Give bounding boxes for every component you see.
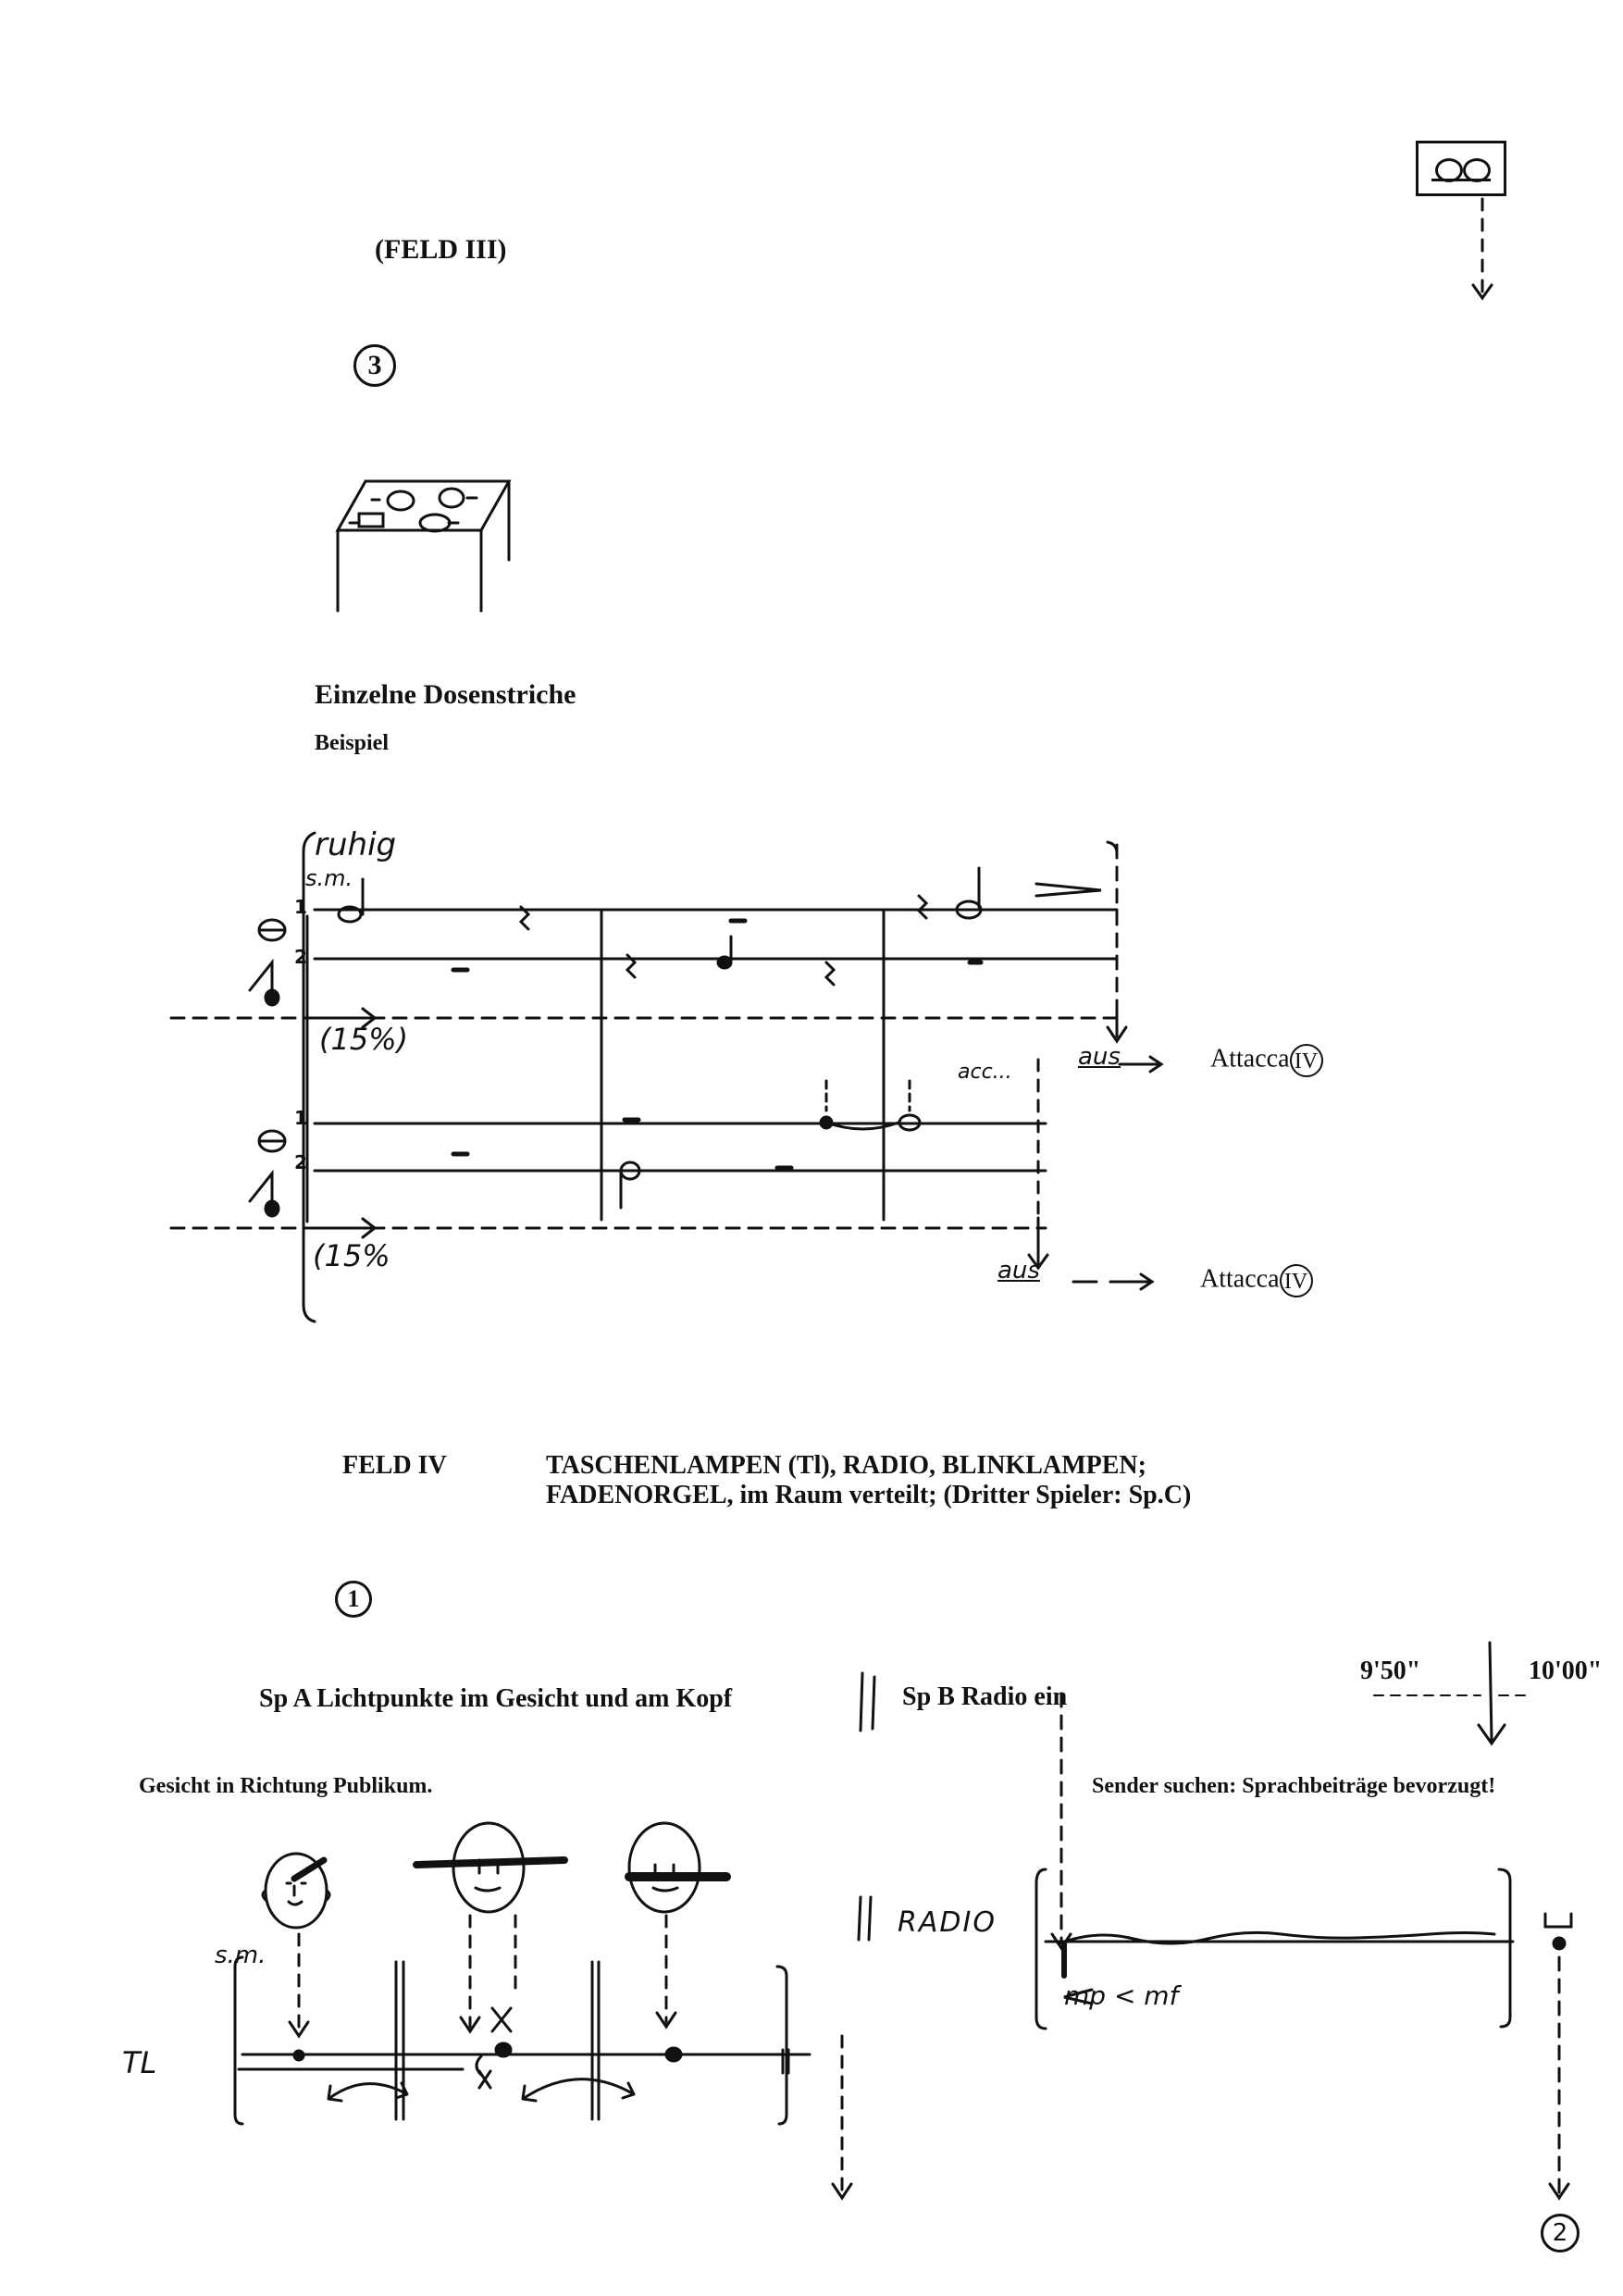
time-start: 9'50" xyxy=(1360,1657,1421,1685)
feld3-heading: (FELD III) xyxy=(375,234,507,265)
staff-number-1b: 1 xyxy=(294,1107,307,1129)
next-section-number-text: 2 xyxy=(1552,2219,1568,2247)
staff-number-2a: 2 xyxy=(294,946,307,968)
attacca-text-2: Attacca xyxy=(1200,1264,1280,1294)
feld4-section-number-text: 1 xyxy=(347,1585,360,1612)
aus-label-1: aus xyxy=(1078,1043,1121,1071)
gesicht-instruction: Gesicht in Richtung Publikum. xyxy=(139,1774,433,1798)
percent-label-2: (15% xyxy=(313,1238,390,1273)
radio-dynamics: mp < mf xyxy=(1064,1980,1179,2011)
attacca-text-1: Attacca xyxy=(1210,1044,1290,1074)
sp-a-heading: Sp A Lichtpunkte im Gesicht und am Kopf xyxy=(259,1684,733,1713)
table-with-cans-icon xyxy=(338,481,509,611)
staff-number-2b: 2 xyxy=(294,1151,307,1173)
feld3-staff-system xyxy=(171,833,1161,1322)
feld3-subtitle: Beispiel xyxy=(315,731,390,755)
face-icon xyxy=(263,1823,726,1928)
staff-number-1a: 1 xyxy=(294,896,307,918)
attacca-number-2: IV xyxy=(1280,1264,1313,1297)
feld4-description-1: TASCHENLAMPEN (Tl), RADIO, BLINKLAMPEN; xyxy=(546,1451,1146,1480)
feld3-title: Einzelne Dosenstriche xyxy=(315,679,576,710)
radio-label: RADIO xyxy=(898,1906,997,1939)
time-end: 10'00" xyxy=(1529,1657,1603,1685)
percent-label-1: (15%) xyxy=(319,1022,409,1057)
tl-staff xyxy=(235,1916,851,2198)
sm-marking: s.m. xyxy=(305,865,353,891)
tempo-marking: ruhig xyxy=(315,826,397,863)
feld3-section-number-text: 3 xyxy=(367,350,382,380)
aus-label-2: aus xyxy=(997,1257,1040,1285)
sp-b-heading: Sp B Radio ein xyxy=(902,1682,1068,1711)
sm-marking-2: s.m. xyxy=(215,1942,266,1969)
radio-box xyxy=(1036,1694,1571,2198)
attacca-number-1: IV xyxy=(1290,1044,1323,1077)
sender-instruction: Sender suchen: Sprachbeiträge bevorzugt! xyxy=(1092,1774,1496,1798)
tl-label: TL xyxy=(122,2045,157,2080)
feld4-description-2: FADENORGEL, im Raum verteilt; (Dritter Spieler: Sp.C) xyxy=(546,1481,1192,1509)
feld4-label: FELD IV xyxy=(342,1451,447,1480)
acc-marking: acc... xyxy=(958,1061,1012,1084)
